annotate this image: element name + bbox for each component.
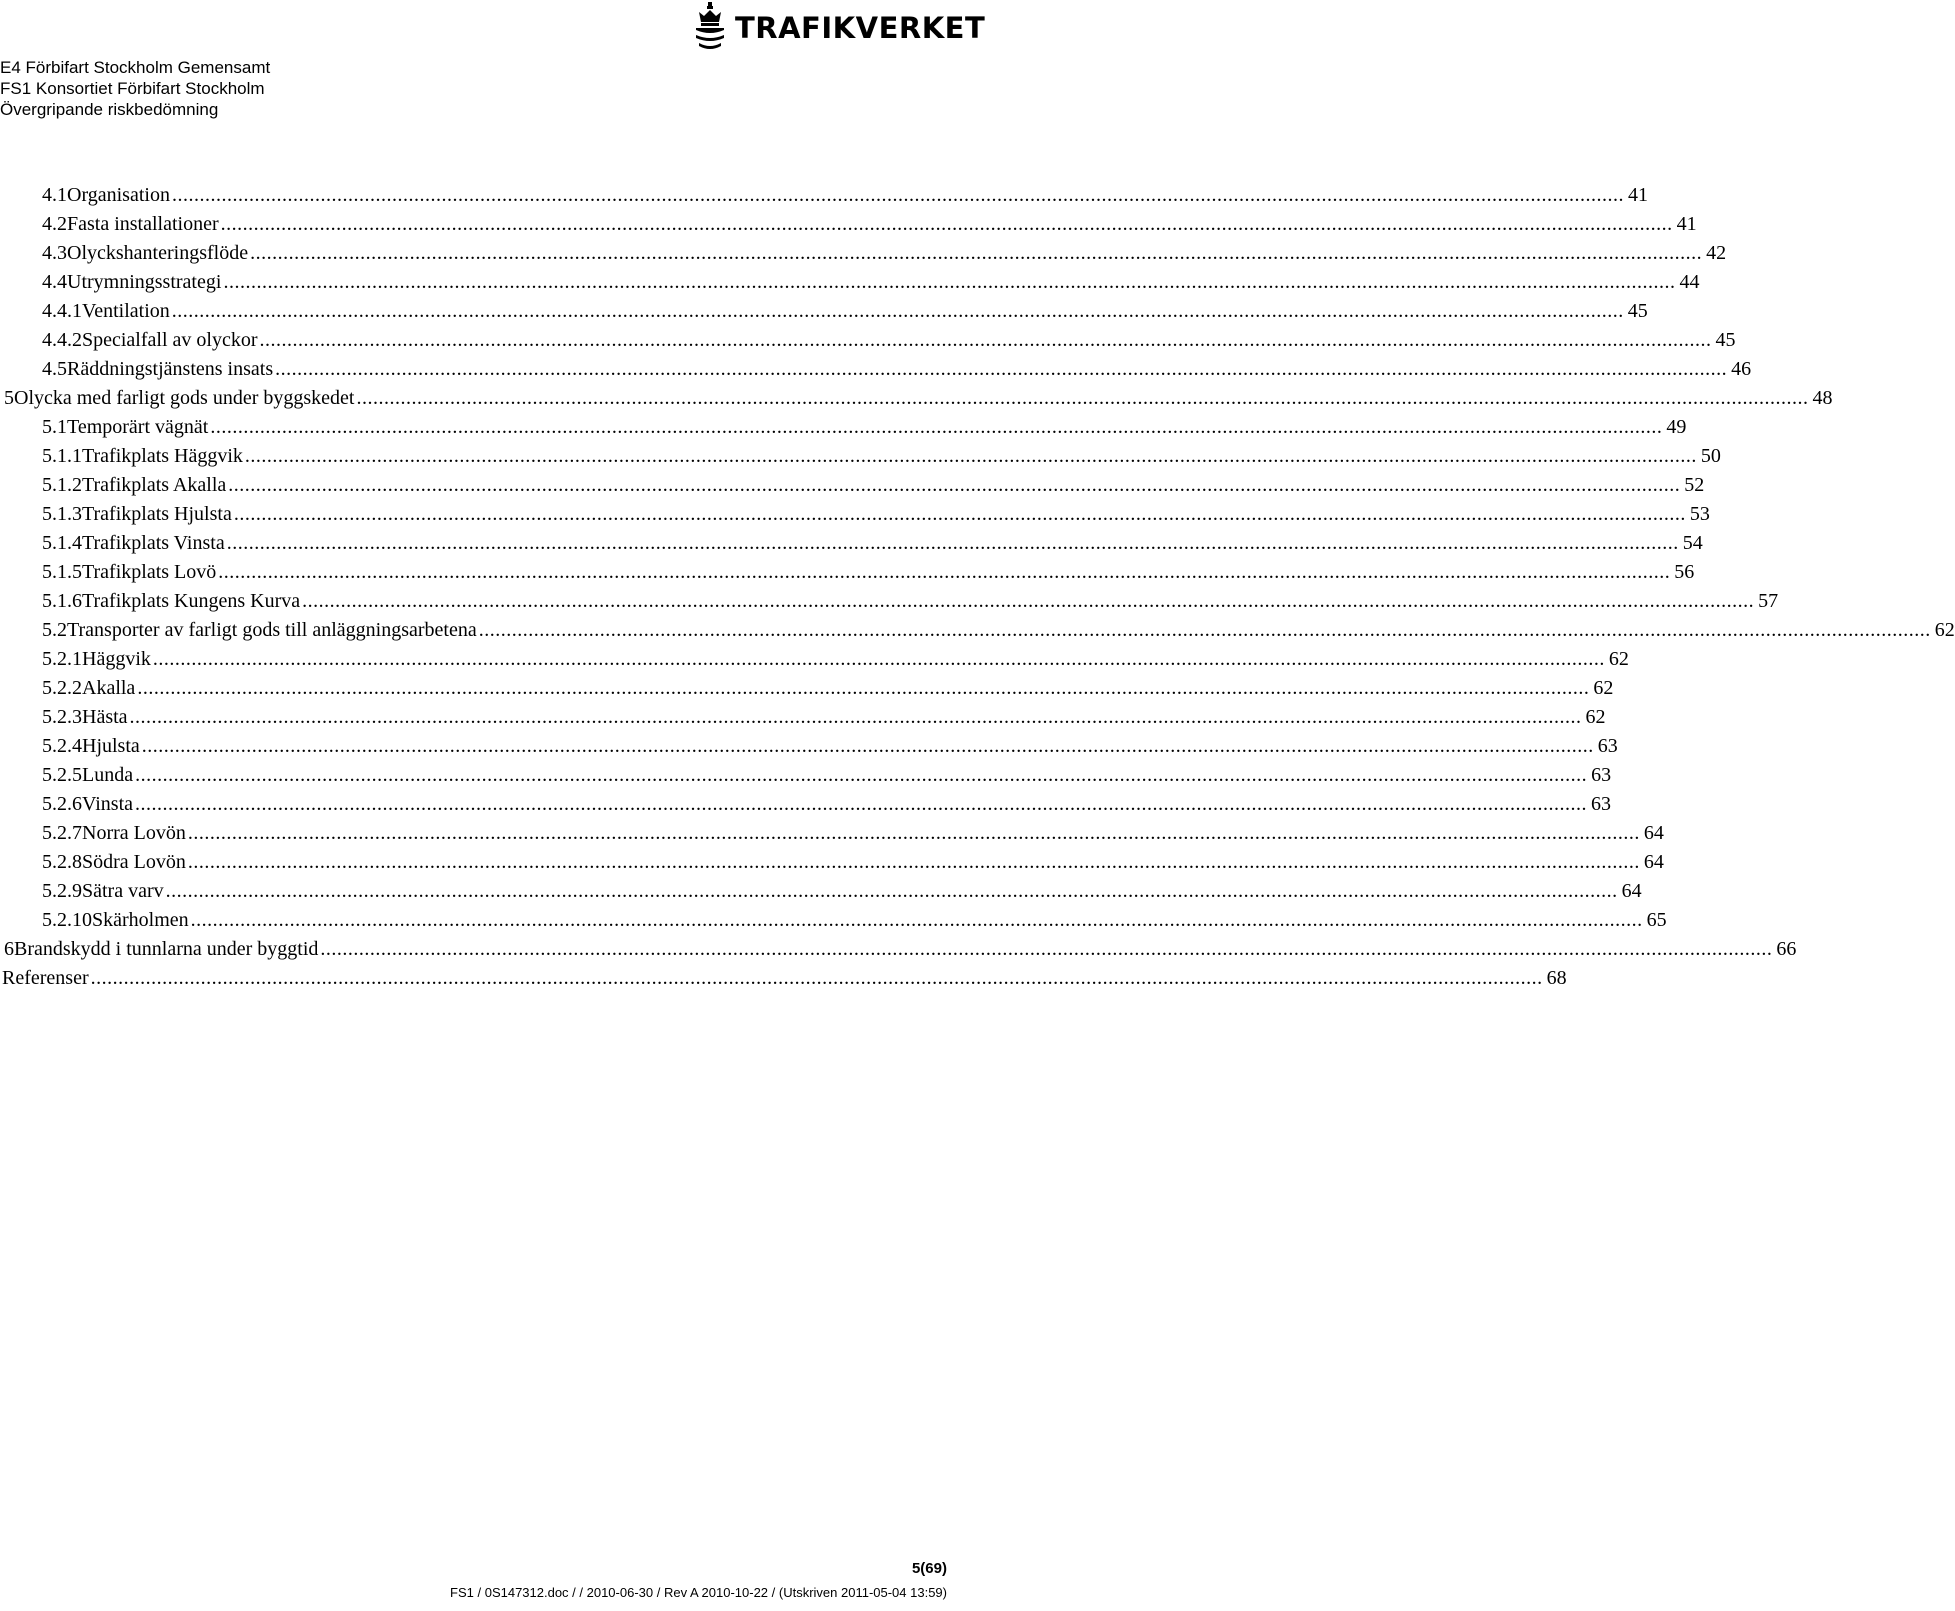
toc-title: Trafikplats Kungens Kurva [82,590,301,612]
toc-leader-dots [221,210,1673,239]
toc-title: Trafikplats Vinsta [82,532,225,554]
toc-page-number: 41 [1676,213,1697,235]
toc-leader-dots [302,587,1754,616]
toc-entry[interactable] [0,413,1687,442]
logo-text: TRAFIKVERKET [735,11,986,45]
toc-leader-dots [210,413,1662,442]
trafikverket-logo [693,2,985,54]
toc-number: 5.2.1 [42,648,82,670]
toc-number: 5 [4,387,14,409]
toc-leader-dots [191,906,1643,935]
toc-entry[interactable] [0,268,1700,297]
toc-page-number: 41 [1627,184,1648,206]
toc-title: Trafikplats Häggvik [82,445,243,467]
toc-leader-dots [188,848,1640,877]
toc-number: 5.2.7 [42,822,82,844]
toc-title: Skärholmen [92,909,189,931]
toc-number: 4.4.1 [42,300,82,322]
toc-entry[interactable] [0,790,1612,819]
toc-leader-dots [135,790,1587,819]
toc-leader-dots [188,819,1640,848]
toc-title: Norra Lovön [82,822,186,844]
document-header [0,57,270,120]
toc-page-number: 48 [1812,387,1833,409]
toc-number: 5.2.5 [42,764,82,786]
toc-entry[interactable] [0,239,1727,268]
toc-number: 4.2 [42,213,67,235]
toc-title: Vinsta [82,793,134,815]
toc-number: 5.2 [42,619,67,641]
toc-number: 5.2.10 [42,909,92,931]
toc-entry[interactable] [0,529,1703,558]
toc-title: Specialfall av olyckor [82,329,258,351]
toc-entry[interactable] [0,848,1664,877]
toc-page-number: 66 [1776,938,1797,960]
project-name: E4 Förbifart Stockholm Gemensamt [0,58,271,77]
toc-entry[interactable] [0,906,1667,935]
toc-title: Temporärt vägnät [67,416,209,438]
toc-title: Transporter av farligt gods till anläggningsarbetena [67,619,477,641]
toc-number: 4.3 [42,242,67,264]
toc-leader-dots [245,442,1697,471]
toc-number: 5.2.4 [42,735,82,757]
toc-page-number: 46 [1731,358,1752,380]
toc-entry[interactable] [0,674,1614,703]
toc-entry[interactable] [0,616,1955,645]
toc-entry[interactable] [0,326,1736,355]
toc-leader-dots [172,181,1624,210]
toc-title: Olyckshanteringsflöde [67,242,249,264]
toc-title: Brandskydd i tunnlarna under byggtid [14,938,319,960]
toc-title: Fasta installationer [67,213,219,235]
toc-page-number: 49 [1666,416,1687,438]
toc-title: Lunda [82,764,134,786]
toc-number: 5.1 [42,416,67,438]
toc-leader-dots [153,645,1605,674]
toc-number: 5.1.2 [42,474,82,496]
toc-page-number: 54 [1682,532,1703,554]
toc-number: 5.2.3 [42,706,82,728]
toc-page-number: 62 [1934,619,1955,641]
toc-title: Hjulsta [82,735,140,757]
toc-leader-dots [228,471,1680,500]
toc-leader-dots [320,935,1772,964]
consortium-name: FS1 Konsortiet Förbifart Stockholm [0,79,265,98]
toc-number: 6 [4,938,14,960]
toc-title: Sätra varv [82,880,164,902]
toc-title: Häggvik [82,648,151,670]
toc-page-number: 65 [1646,909,1667,931]
toc-page-number: 53 [1689,503,1710,525]
toc-entry[interactable] [0,500,1710,529]
toc-number: 5.2.6 [42,793,82,815]
toc-leader-dots [142,732,1594,761]
document-info: FS1 / 0S147312.doc / / 2010-06-30 / Rev A 2010-10-22 / (Utskriven 2011-05-04 13:59) [450,1585,947,1600]
toc-leader-dots [223,268,1675,297]
toc-page-number: 57 [1758,590,1779,612]
toc-number: 4.5 [42,358,67,380]
toc-leader-dots [91,964,1543,993]
toc-title: Olycka med farligt gods under byggskedet [14,387,355,409]
toc-leader-dots [166,877,1618,906]
toc-entry[interactable] [0,645,1629,674]
toc-number: 5.2.8 [42,851,82,873]
toc-leader-dots [260,326,1712,355]
toc-page-number: 64 [1621,880,1642,902]
toc-leader-dots [137,674,1589,703]
toc-page-number: 45 [1627,300,1648,322]
toc-page-number: 44 [1679,271,1700,293]
toc-entry[interactable] [0,819,1664,848]
toc-leader-dots [130,703,1582,732]
toc-page-number: 63 [1597,735,1618,757]
toc-entry[interactable] [0,732,1618,761]
toc-number: 5.1.5 [42,561,82,583]
toc-entry[interactable] [0,384,1833,413]
toc-number: 5.1.1 [42,445,82,467]
toc-leader-dots [218,558,1670,587]
toc-entry[interactable] [0,964,1567,993]
toc-number: 5.1.4 [42,532,82,554]
toc-page-number: 62 [1608,648,1629,670]
toc-title: Trafikplats Hjulsta [82,503,232,525]
toc-title: Referenser [2,967,89,989]
page-number: 5(69) [911,1560,947,1577]
toc-title: Södra Lovön [82,851,186,873]
toc-entry[interactable] [0,877,1642,906]
toc-title: Trafikplats Akalla [82,474,227,496]
document-title: Övergripande riskbedömning [0,100,219,119]
toc-page-number: 42 [1706,242,1727,264]
toc-leader-dots [227,529,1679,558]
toc-entry[interactable] [0,355,1752,384]
toc-entry[interactable] [0,703,1606,732]
toc-page-number: 56 [1674,561,1695,583]
toc-entry[interactable] [0,587,1779,616]
toc-number: 5.2.2 [42,677,82,699]
toc-title: Hästa [82,706,128,728]
toc-leader-dots [356,384,1808,413]
toc-leader-dots [172,297,1624,326]
toc-title: Akalla [82,677,136,699]
toc-page-number: 68 [1546,967,1567,989]
toc-page-number: 52 [1684,474,1705,496]
toc-leader-dots [135,761,1587,790]
toc-number: 4.4.2 [42,329,82,351]
toc-page-number: 63 [1591,764,1612,786]
toc-title: Organisation [67,184,170,206]
toc-title: Utrymningsstrategi [67,271,222,293]
toc-leader-dots [275,355,1727,384]
toc-entry[interactable] [0,181,1648,210]
toc-entry[interactable] [0,210,1697,239]
toc-leader-dots [234,500,1686,529]
toc-page-number: 64 [1643,851,1664,873]
toc-entry[interactable] [0,442,1721,471]
toc-entry[interactable] [0,558,1695,587]
toc-number: 5.1.6 [42,590,82,612]
toc-number: 5.1.3 [42,503,82,525]
toc-leader-dots [250,239,1702,268]
toc-entry[interactable] [0,935,1797,964]
toc-page-number: 64 [1643,822,1664,844]
toc-title: Ventilation [82,300,170,322]
toc-entry[interactable] [0,297,1648,326]
toc-leader-dots [479,616,1931,645]
toc-page-number: 45 [1715,329,1736,351]
toc-title: Trafikplats Lovö [82,561,217,583]
toc-entry[interactable] [0,761,1612,790]
toc-number: 4.4 [42,271,67,293]
toc-entry[interactable] [0,471,1705,500]
crown-emblem-icon [693,2,727,54]
toc-number: 5.2.9 [42,880,82,902]
toc-page-number: 62 [1585,706,1606,728]
toc-title: Räddningstjänstens insats [67,358,274,380]
table-of-contents [0,181,1955,993]
toc-number: 4.1 [42,184,67,206]
toc-page-number: 62 [1593,677,1614,699]
toc-page-number: 50 [1700,445,1721,467]
toc-page-number: 63 [1591,793,1612,815]
